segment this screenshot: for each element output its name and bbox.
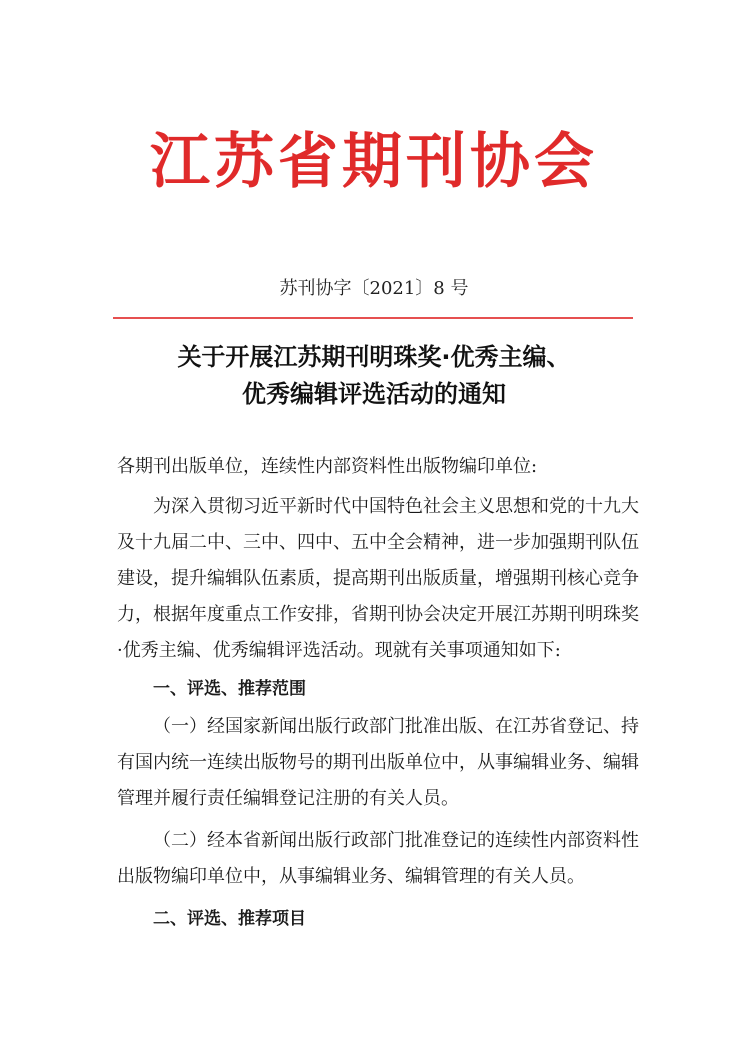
organization-letterhead: 江苏省期刊协会 xyxy=(150,127,598,197)
notice-title xyxy=(0,339,748,413)
document-number: 苏刊协字〔2021〕8 号 xyxy=(279,278,469,299)
section-heading-1: 一、评选、推荐范围 xyxy=(153,679,306,699)
section-1-item-1: （一）经国家新闻出版行政部门批准出版、在江苏省登记、持有国内统一连续出版物号的期刊出版单位中，从事编辑业务、编辑管理并履行责任编辑登记注册的有关人员。 xyxy=(117,716,639,809)
red-divider-line xyxy=(113,317,633,319)
notice-title-line-2: 优秀编辑评选活动的通知 xyxy=(242,380,506,408)
section-1-item-2: （二）经本省新闻出版行政部门批准登记的连续性内部资料性出版物编印单位中，从事编辑业务、编辑管理的有关人员。 xyxy=(117,830,639,887)
notice-body xyxy=(117,449,639,939)
notice-title-line-1: 关于开展江苏期刊明珠奖·优秀主编、 xyxy=(177,343,571,371)
section-heading-2: 二、评选、推荐项目 xyxy=(153,909,306,929)
intro-paragraph: 为深入贯彻习近平新时代中国特色社会主义思想和党的十九大及十九届二中、三中、四中、五中全会精神，进一步加强期刊队伍建设，提升编辑队伍素质，提高期刊出版质量，增强期刊核心竞争力，根据年度重点工作安排，省期刊协会决定开展江苏期刊明珠奖·优秀主编、优秀编辑评选活动。现就有关事项通知如下: xyxy=(117,496,639,661)
salutation: 各期刊出版单位，连续性内部资料性出版物编印单位: xyxy=(117,456,538,477)
